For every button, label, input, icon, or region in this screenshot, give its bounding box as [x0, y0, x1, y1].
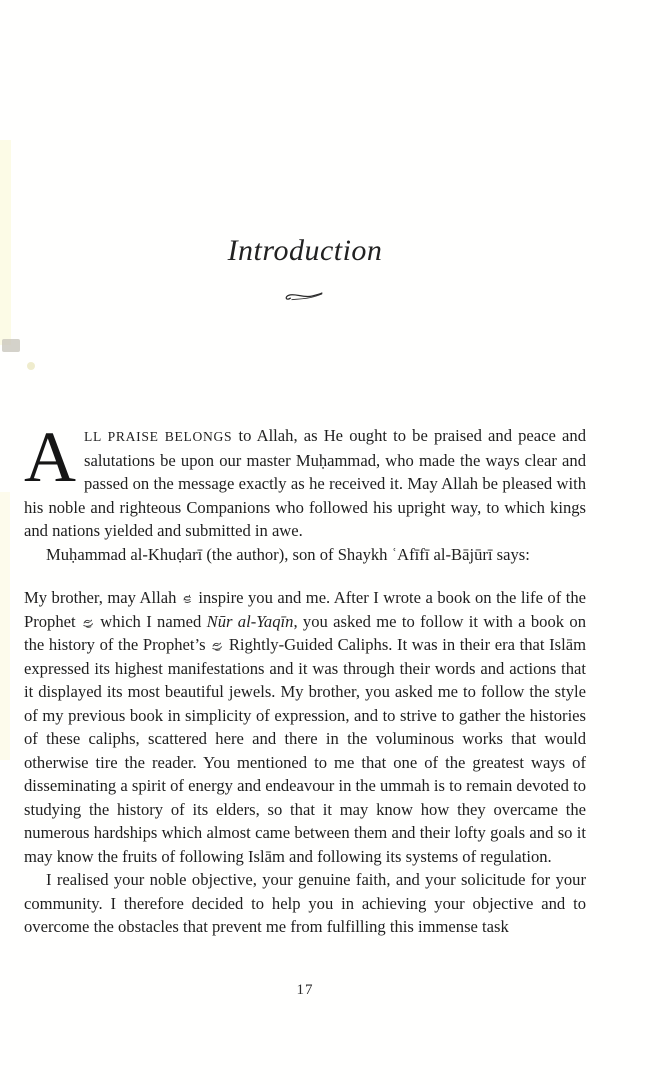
author-attribution-paragraph: Muḥammad al-Khuḍarī (the author), son of Shaykh ʿAfīfī al-Bājūrī says:: [46, 544, 530, 564]
title-ornament-wrap: [24, 288, 586, 309]
chapter-title: Introduction: [227, 234, 383, 267]
opening-paragraph: ALL PRAISE BELONGS to Allah, as He ought to be praised and peace and salutations be upon our master Muḥammad, who made the ways clear and passed on the message exactly as he received it. May Allah be pleased with his noble and righteous Companions who followed his upright way, to which kings and nations yielded and submitted in awe.: [24, 417, 586, 540]
quotation-paragraph: My brother, may Allah inspire you and me. After I wrote a book on the life of the Prophet which I named Nūr al-Yaqīn, you asked me to follow it with a book on the history of the Prophet’s Rightly-Guided Caliphs. It was in their era that Islām expressed its highest manifestations and it was through their words and actions that it displayed its most beautiful jewels. My brother, you asked me to follow the style of my previous book in simplicity of expression, and to strive to gather the histories of these caliphs, scattered here and there in the voluminous works that would otherwise tire the reader. You mentioned to me that one of the greatest ways of disseminating a spirit of energy and endeavour in the ummah is to remain devoted to studying the history of its elders, so that it may know how they overcame the numerous hardships which almost came between them and their lofty goals and so it may know the fruits of following Islām and following its systems of regulation.: [24, 588, 586, 866]
honorific-allah-icon: [182, 593, 193, 604]
text-run-smallcaps: LL PRAISE BELONGS: [84, 429, 233, 444]
text-run-dropcap: A: [24, 417, 76, 497]
honorific-prophet-icon: [82, 617, 94, 628]
scan-artifact-strip: [0, 140, 11, 345]
page-number: 17: [296, 982, 314, 998]
calligraphic-swash-icon: [283, 291, 327, 308]
body-text: [24, 417, 586, 939]
scan-artifact-smudge: [2, 339, 20, 352]
text-run-italic: Nūr al-Yaqīn: [206, 611, 294, 631]
closing-paragraph: I realised your noble objective, your genuine faith, and your solicitude for your community. I therefore decided to help you in achieving your objective and to overcome the obstacles that prevent me from fulfilling this immense task: [24, 870, 586, 936]
scan-artifact-strip: [0, 492, 10, 760]
honorific-prophet-icon: [211, 640, 223, 651]
page-content: [24, 0, 586, 1085]
